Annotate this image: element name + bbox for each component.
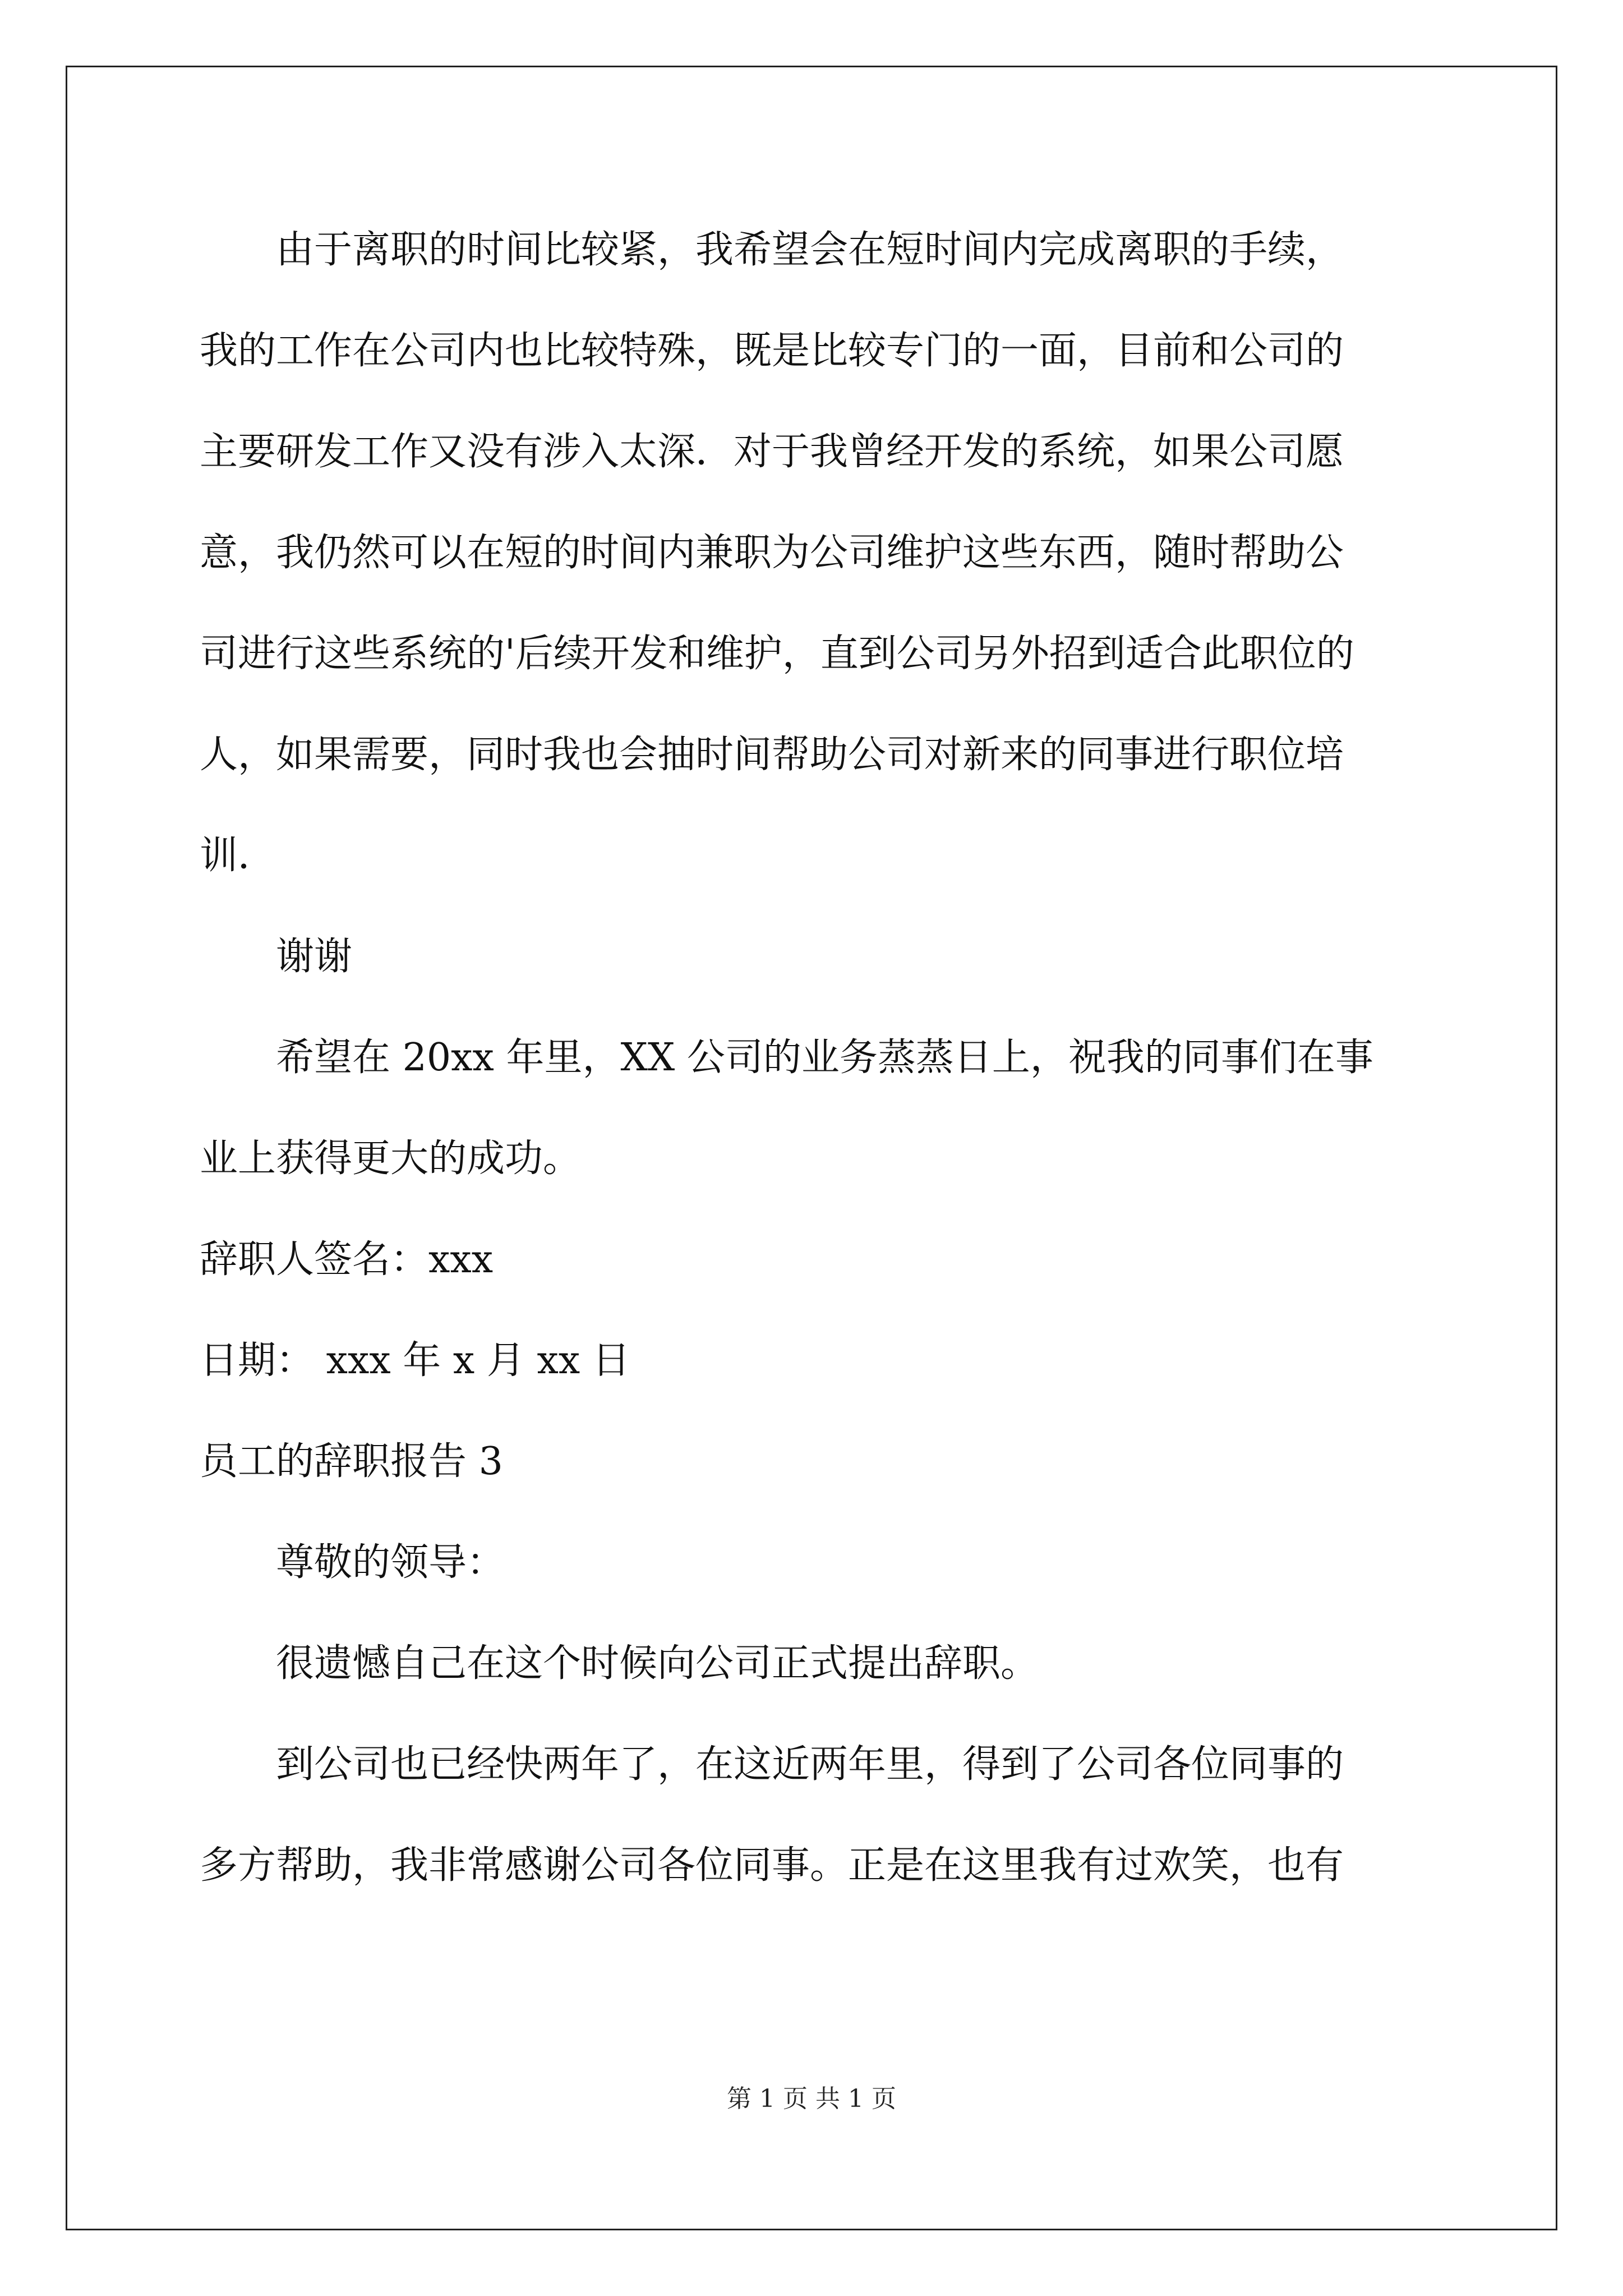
body-line: 训． <box>200 834 276 878</box>
page-number-footer: 第 1 页 共 1 页 <box>727 2085 896 2113</box>
salutation: 尊敬的领导： <box>276 1540 505 1585</box>
body-line: 谢谢 <box>276 935 353 979</box>
body-line: 由于离职的时间比较紧，我希望会在短时间内完成离职的手续， <box>276 228 1344 272</box>
body-line: 我的工作在公司内也比较特殊，既是比较专门的一面，目前和公司的 <box>200 329 1344 373</box>
body-line: 很遗憾自己在这个时候向公司正式提出辞职。 <box>276 1641 1039 1686</box>
body-line: 主要研发工作又没有涉入太深．对于我曾经开发的系统，如果公司愿 <box>200 430 1344 474</box>
body-line: 多方帮助，我非常感谢公司各位同事。正是在这里我有过欢笑，也有 <box>200 1843 1344 1888</box>
document-body <box>200 200 1424 1916</box>
signature-line: 辞职人签名：xxx <box>200 1237 494 1282</box>
body-line: 到公司也已经快两年了，在这近两年里，得到了公司各位同事的 <box>276 1742 1344 1787</box>
body-line: 意，我仍然可以在短的时间内兼职为公司维护这些东西，随时帮助公 <box>200 531 1344 575</box>
body-line: 希望在 20xx 年里，XX 公司的业务蒸蒸日上，祝我的同事们在事 <box>276 1036 1373 1080</box>
body-line: 业上获得更大的成功。 <box>200 1137 582 1181</box>
body-line: 人，如果需要，同时我也会抽时间帮助公司对新来的同事进行职位培 <box>200 733 1344 777</box>
section-heading: 员工的辞职报告 3 <box>200 1439 503 1484</box>
body-line: 司进行这些系统的'后续开发和维护，直到公司另外招到适合此职位的 <box>200 632 1354 676</box>
date-line: 日期： xxx 年 x 月 xx 日 <box>200 1338 630 1383</box>
